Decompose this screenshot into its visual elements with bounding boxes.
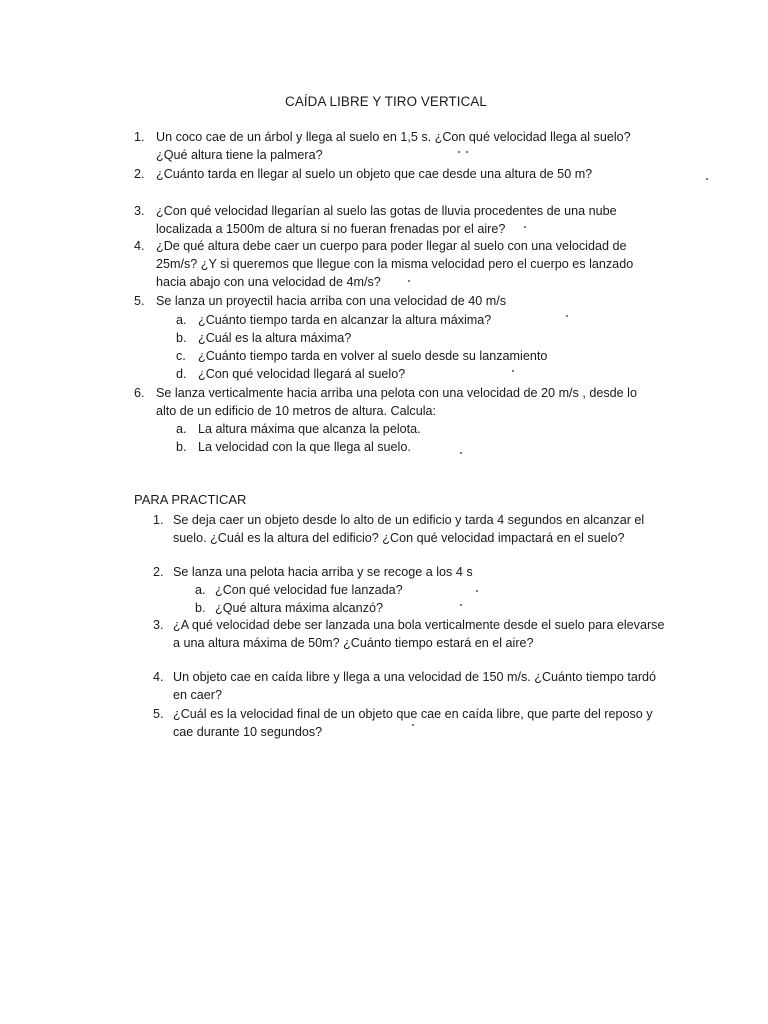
question-2 <box>134 165 664 183</box>
subquestion-letter: b. <box>176 331 187 345</box>
question-5 <box>134 292 664 310</box>
subquestion-letter: c. <box>176 349 186 363</box>
subquestion-letter: b. <box>176 440 187 454</box>
subquestion-letter: a. <box>176 313 187 327</box>
subquestion-text: ¿Cuál es la altura máxima? <box>198 331 352 345</box>
scan-speck <box>466 151 468 153</box>
practice-item-1 <box>153 511 673 547</box>
question-4 <box>134 237 664 291</box>
practice-line: Un objeto cae en caída libre y llega a una velocidad de 150 m/s. ¿Cuánto tiempo tardó <box>173 670 657 684</box>
scan-speck <box>460 452 462 454</box>
question-3 <box>134 202 664 238</box>
subquestion-letter: b. <box>195 601 206 615</box>
question-number: 5. <box>134 294 145 308</box>
practice-line: cae durante 10 segundos? <box>173 725 323 739</box>
subquestion-text: La velocidad con la que llega al suelo. <box>198 440 411 454</box>
question-line: alto de un edificio de 10 metros de altura. Calcula: <box>156 404 437 418</box>
question-5a <box>176 311 656 329</box>
question-number: 1. <box>134 130 145 144</box>
worksheet-title: CAÍDA LIBRE Y TIRO VERTICAL <box>285 94 487 109</box>
question-number: 4. <box>134 239 145 253</box>
subquestion-text: ¿Con qué velocidad llegará al suelo? <box>198 367 406 381</box>
question-6 <box>134 384 664 420</box>
practice-item-5 <box>153 705 673 741</box>
practice-item-2 <box>153 563 673 581</box>
scan-speck <box>408 280 410 282</box>
question-line: ¿Qué altura tiene la palmera? <box>156 148 323 162</box>
subquestion-text: ¿Cuánto tiempo tarda en volver al suelo desde su lanzamiento <box>198 349 548 363</box>
question-5c <box>176 347 656 365</box>
practice-line: ¿Cuál es la velocidad final de un objeto que cae en caída libre, que parte del reposo y <box>173 707 653 721</box>
question-1 <box>134 128 664 164</box>
practice-item-2a <box>195 581 403 599</box>
question-6b <box>176 438 656 456</box>
scan-speck <box>512 370 514 372</box>
question-5b <box>176 329 656 347</box>
question-number: 6. <box>134 386 145 400</box>
question-number: 2. <box>134 167 145 181</box>
practice-line: ¿A qué velocidad debe ser lanzada una bola verticalmente desde el suelo para elevarse <box>173 618 665 632</box>
question-line: ¿Con qué velocidad llegarían al suelo las gotas de lluvia procedentes de una nube <box>156 204 617 218</box>
practice-line: suelo. ¿Cuál es la altura del edificio? ¿Con qué velocidad impactará en el suelo? <box>173 531 625 545</box>
practice-line: Se lanza una pelota hacia arriba y se recoge a los 4 s <box>173 565 473 579</box>
subquestion-text: La altura máxima que alcanza la pelota. <box>198 422 421 436</box>
subquestion-text: ¿Qué altura máxima alcanzó? <box>215 601 383 615</box>
practice-number: 5. <box>153 707 164 721</box>
scan-speck <box>706 178 708 180</box>
subquestion-letter: a. <box>176 422 187 436</box>
subquestion-text: ¿Cuánto tiempo tarda en alcanzar la altura máxima? <box>198 313 492 327</box>
question-6a <box>176 420 656 438</box>
practice-number: 3. <box>153 618 164 632</box>
practice-line: a una altura máxima de 50m? ¿Cuánto tiempo estará en el aire? <box>173 636 534 650</box>
scan-speck <box>566 315 568 317</box>
practice-line: en caer? <box>173 688 223 702</box>
practice-number: 1. <box>153 513 164 527</box>
question-line: hacia abajo con una velocidad de 4m/s? <box>156 275 381 289</box>
question-number: 3. <box>134 204 145 218</box>
practice-item-4 <box>153 668 673 704</box>
practice-item-2b <box>195 599 383 617</box>
scan-speck <box>460 604 462 606</box>
practice-heading: PARA PRACTICAR <box>134 492 247 507</box>
question-line: Se lanza un proyectil hacia arriba con una velocidad de 40 m/s <box>156 294 507 308</box>
scan-speck <box>458 151 460 153</box>
question-line: 25m/s? ¿Y si queremos que llegue con la misma velocidad pero el cuerpo es lanzado <box>156 257 634 271</box>
practice-number: 2. <box>153 565 164 579</box>
subquestion-letter: d. <box>176 367 187 381</box>
scan-speck <box>476 590 478 592</box>
subquestion-text: ¿Con qué velocidad fue lanzada? <box>215 583 403 597</box>
scan-speck <box>524 226 526 228</box>
question-line: Se lanza verticalmente hacia arriba una pelota con una velocidad de 20 m/s , desde lo <box>156 386 637 400</box>
question-line: ¿Cuánto tarda en llegar al suelo un objeto que cae desde una altura de 50 m? <box>156 167 593 181</box>
subquestion-letter: a. <box>195 583 206 597</box>
scan-speck <box>412 724 414 726</box>
practice-line: Se deja caer un objeto desde lo alto de un edificio y tarda 4 segundos en alcanzar el <box>173 513 645 527</box>
question-5d <box>176 365 656 383</box>
question-line: localizada a 1500m de altura si no fueran frenadas por el aire? <box>156 222 506 236</box>
question-line: Un coco cae de un árbol y llega al suelo en 1,5 s. ¿Con qué velocidad llega al suelo? <box>156 130 631 144</box>
question-line: ¿De qué altura debe caer un cuerpo para poder llegar al suelo con una velocidad de <box>156 239 627 253</box>
practice-item-3 <box>153 616 673 652</box>
practice-number: 4. <box>153 670 164 684</box>
